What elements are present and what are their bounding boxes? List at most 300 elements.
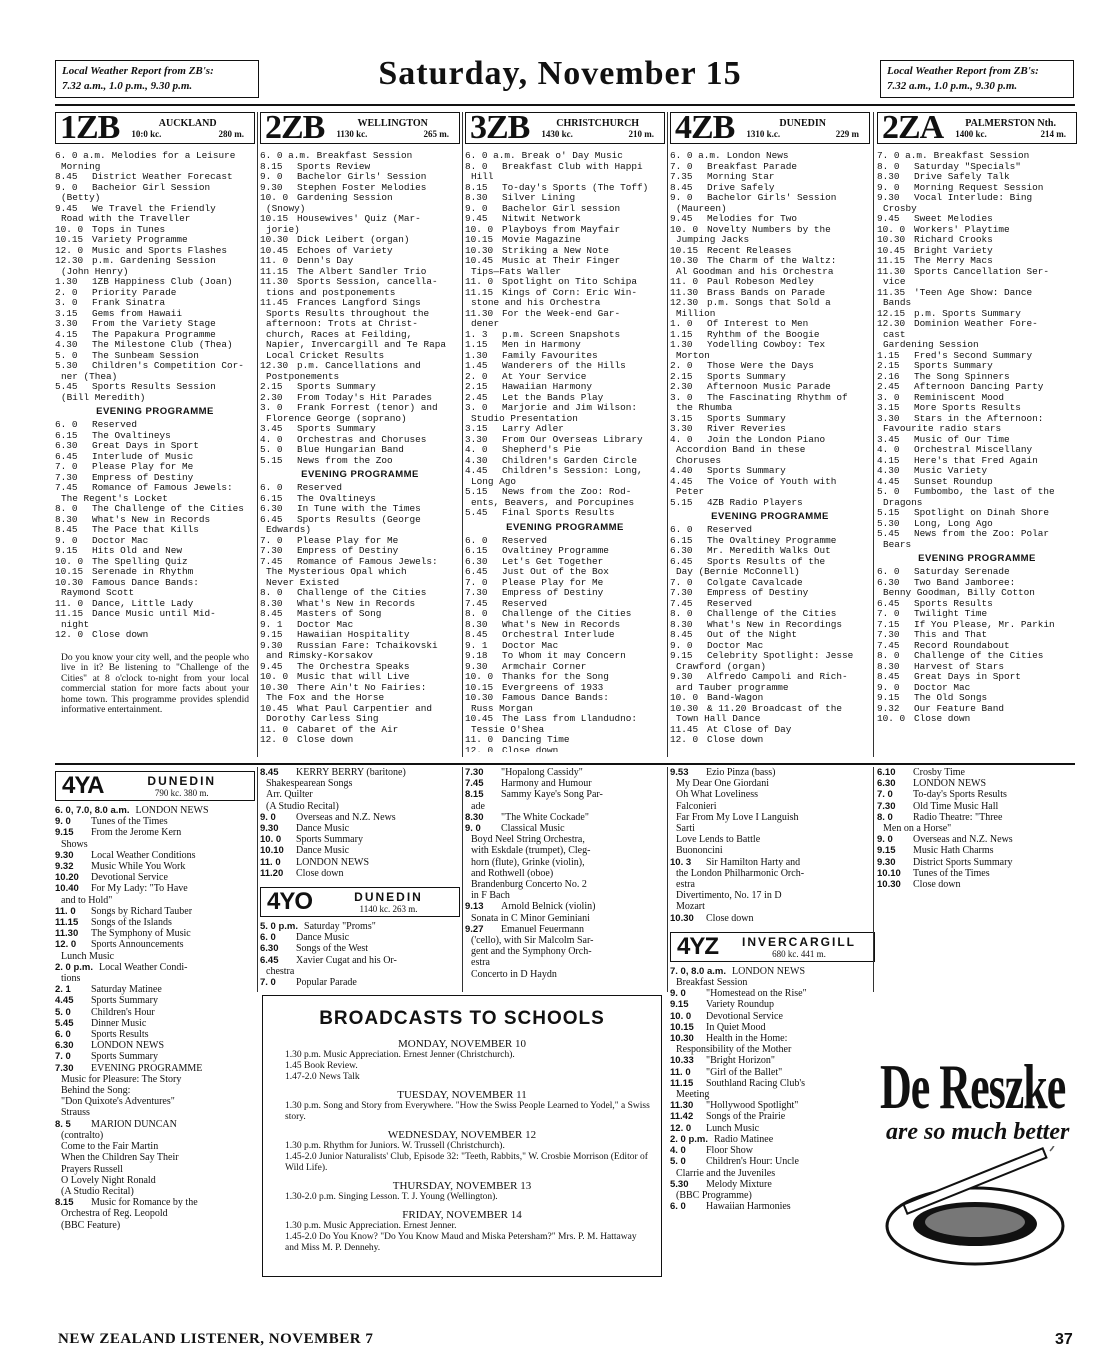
programme-line (877, 309, 1077, 320)
programme-title: "Girl of the Ballet" (706, 1066, 783, 1078)
programme-line (260, 183, 460, 194)
programme-time: 4.15 (55, 329, 78, 340)
programme-time: 9. 0 (465, 823, 481, 835)
programme-time: 6.15 (670, 535, 693, 546)
programme-time: 8.30 (465, 619, 488, 630)
programme-line (670, 424, 870, 435)
programme-title: Dick Leibert (organ) (297, 235, 410, 245)
programme-time: 9.32 (877, 703, 900, 714)
station-4yz-continued-column (877, 767, 1077, 890)
ad-tagline: are so much better (886, 1119, 1070, 1145)
programme-title: (Betty) (61, 193, 101, 203)
programme-title: Xavier Cugat and his Or- (296, 954, 397, 966)
programme-line (260, 277, 460, 288)
programme-time: 4.30 (55, 340, 78, 350)
programme-title: Challenge of the Cities (914, 651, 1044, 661)
programme-time: 5. 0 (670, 1156, 686, 1168)
programme-line (260, 778, 460, 789)
programme-line (877, 704, 1077, 715)
programme-title: Melodies for a Leisure (111, 151, 236, 161)
programme-line (465, 662, 665, 673)
programme-time: 2.45 (877, 382, 900, 392)
station-4yo-late-column (670, 767, 875, 1212)
programme-title: Bachelor Girl session (502, 203, 621, 214)
programme-title: Empress of Destiny (707, 588, 809, 598)
programme-title: night (61, 619, 90, 630)
programme-title: Close down (914, 714, 971, 724)
programme-time: 4.45 (670, 476, 693, 487)
programme-title: estra (471, 957, 490, 969)
programme-line (670, 246, 870, 257)
programme-line (465, 935, 665, 946)
programme-title: The Charm of the Waltz: (707, 256, 837, 266)
programme-time: 6.30 (465, 556, 488, 567)
programme-title: Children's Competition Cor- (92, 361, 244, 371)
programme-title: Ovaltiney Programme (502, 546, 609, 556)
programme-title: ard Tauber programme (676, 682, 789, 693)
programme-title: Tunes of the Times (91, 816, 168, 828)
programme-line (465, 714, 665, 725)
programme-title: Family Favourites (502, 350, 598, 361)
programme-line (670, 1145, 875, 1156)
programme-time: 11. 0 (670, 1066, 691, 1078)
station-call-sign: 4ZB (675, 112, 735, 146)
programme-line (55, 839, 255, 850)
programme-line (55, 1208, 255, 1219)
programme-title: Sports Summary (91, 995, 158, 1007)
programme-title: News from the Zoo: Rod- (502, 487, 632, 497)
programme-line (55, 630, 255, 641)
programme-title: From the Jerome Kern (91, 827, 182, 839)
programme-line (877, 246, 1077, 257)
programme-line (877, 683, 1077, 694)
programme-line (55, 340, 255, 351)
programme-title: MARION DUNCAN (91, 1118, 177, 1130)
programme-title: The Fox and the Horse (266, 693, 385, 703)
programme-line (877, 599, 1077, 610)
programme-line (55, 256, 255, 267)
programme-line (55, 895, 255, 906)
programme-title: Raymond Scott (61, 588, 135, 598)
programme-time: 8. 5 (55, 1118, 71, 1130)
programme-line (55, 928, 255, 939)
programme-line (465, 630, 665, 641)
station-header (260, 112, 460, 144)
programme-time: 7. 0, 8.0 a.m. (670, 965, 726, 977)
programme-title: The Papakura Programme (92, 329, 216, 340)
programme-title: The Orchestra Speaks (297, 661, 410, 672)
programme-line (670, 298, 870, 309)
programme-line (55, 536, 255, 547)
programme-title: Popular Parade (296, 977, 357, 989)
programme-line (670, 557, 870, 568)
programme-line (260, 789, 460, 800)
programme-title: chestra (266, 965, 295, 977)
programme-title: Breakfast Club with Happi (502, 161, 643, 172)
programme-title: Paul Robeson Medley (707, 277, 814, 287)
programme-title: Southland Racing Club's (706, 1077, 806, 1089)
programme-title: From Today's Hit Parades (297, 392, 433, 403)
programme-line (55, 1074, 255, 1085)
programme-line (55, 1119, 255, 1130)
programme-time: 10.30 (55, 577, 84, 588)
schools-item: 1.45-2.0 Do You Know? "Do You Know Maud and Miska Petersham?" Mrs. P. M. Hattaway and Miss M. P. Dennehy. (285, 1232, 637, 1253)
programme-title: Breakfast Session (676, 977, 748, 989)
programme-line (55, 204, 255, 215)
schools-item: 1.30 p.m. Rhythm for Juniors. W. Trussell (Christchurch). (285, 1141, 505, 1151)
programme-line (670, 403, 870, 414)
programme-line (670, 487, 870, 498)
programme-title: Masters of Song (297, 609, 382, 619)
programme-line (877, 567, 1077, 578)
programme-time: 6.15 (465, 546, 488, 556)
programme-title: the Rhumba (676, 403, 733, 413)
programme-title: From the Variety Stage (92, 319, 216, 329)
station-city: PALMERSTON Nth. (965, 117, 1056, 129)
programme-line (877, 204, 1077, 215)
station-city: INVERCARGILL (742, 934, 856, 949)
programme-line (877, 361, 1077, 372)
programme-time: 9. 0 (877, 834, 893, 846)
programme-time: 5. 0 (260, 445, 283, 455)
station-call-sign: 2ZB (265, 112, 325, 146)
programme-title: Music for Romance by the (91, 1197, 198, 1209)
programme-time: 9.45 (55, 203, 78, 214)
programme-time: 11. 0 (260, 724, 289, 735)
programme-time: 9.15 (877, 845, 896, 857)
programme-time: 10.30 (670, 703, 699, 714)
programme-time: 9. 0 (877, 682, 900, 693)
programme-line (670, 1044, 875, 1055)
programme-line (465, 924, 665, 935)
programme-title: LONDON NEWS (91, 1040, 165, 1052)
programme-time: 11. 0 (260, 856, 281, 868)
programme-title: Music While You Work (91, 861, 186, 873)
programme-title: Bands (883, 298, 912, 308)
programme-line (670, 536, 870, 547)
programme-line (260, 567, 460, 578)
programme-line (55, 393, 255, 404)
programme-time: 10. 0 (465, 672, 494, 682)
programme-line (260, 921, 460, 932)
programme-line (55, 494, 255, 505)
programme-title: Stars in the Afternoon: (914, 413, 1044, 424)
programme-time: 8.45 (55, 525, 78, 535)
programme-title: Doctor Mac (92, 535, 149, 546)
programme-time: 3.45 (260, 424, 283, 434)
schools-title: BROADCASTS TO SCHOOLS (319, 1008, 605, 1029)
programme-time: 1. 3 (465, 329, 488, 340)
programme-line (877, 340, 1077, 351)
programme-line (465, 890, 665, 901)
programme-line (55, 382, 255, 393)
programme-time: 5.15 (670, 497, 693, 508)
programme-title: Doctor Mac (297, 619, 354, 630)
programme-title: Ryhthm of the Boogie (707, 329, 820, 340)
programme-title: Boyd Neel String Orchestra, (471, 834, 585, 846)
programme-line (55, 1040, 255, 1051)
programme-time: 9.45 (465, 214, 488, 224)
programme-title: Music Variety (914, 466, 988, 476)
programme-line (55, 298, 255, 309)
programme-line (260, 393, 460, 404)
programme-title: Workers' Playtime (914, 224, 1010, 235)
programme-time: 5. 0 (877, 487, 900, 497)
programme-line (260, 204, 460, 215)
programme-time: 6.45 (670, 556, 693, 567)
programme-time: 11.15 (670, 1077, 694, 1089)
programme-line (877, 445, 1077, 456)
programme-time: 1.15 (877, 350, 900, 361)
station-kilocycles: 1310 k.c. (746, 128, 781, 139)
programme-time: 9.30 (465, 661, 488, 672)
programme-line (55, 883, 255, 894)
programme-time: 2. 1 (55, 984, 71, 996)
programme-title: "Homestead on the Rise" (706, 988, 807, 1000)
programme-time: 9.30 (260, 823, 279, 835)
programme-time: 2.15 (670, 371, 693, 382)
station-city: WELLINGTON (357, 117, 428, 129)
programme-line (670, 1123, 875, 1134)
programme-line (670, 704, 870, 715)
programme-line (670, 1190, 875, 1201)
programme-line (670, 382, 870, 393)
programme-title: Echoes of Variety (297, 245, 393, 256)
programme-title: Doctor Mac (707, 640, 764, 651)
programme-line (670, 193, 870, 204)
programme-time: 6. 0 (55, 420, 78, 430)
programme-time: 6.45 (465, 567, 488, 577)
column-rule (667, 767, 668, 992)
programme-time: 8.30 (260, 598, 283, 609)
programme-time: 6.30 (55, 441, 78, 451)
programme-line (670, 1156, 875, 1167)
programme-time: 10. 0 (260, 834, 282, 846)
programme-line (877, 466, 1077, 477)
programme-time: 1.30 (55, 277, 78, 287)
programme-line (55, 431, 255, 442)
programme-line (670, 546, 870, 557)
programme-time: 11.15 (55, 609, 84, 619)
programme-line (670, 714, 870, 725)
station-2zb-column (260, 112, 460, 752)
programme-title: Oh What Loveliness (676, 789, 759, 801)
programme-line (260, 955, 460, 966)
programme-title: ('cello), with Sir Malcolm Sar- (471, 935, 594, 947)
programme-line (260, 857, 460, 868)
programme-title: Music at Their Finger (502, 256, 621, 266)
programme-title: Our Feature Band (914, 703, 1005, 714)
programme-title: Serenade in Rhythm (92, 567, 194, 577)
programme-title: p.m. Sports Summary (914, 308, 1021, 319)
programme-time: 8.45 (465, 630, 488, 640)
programme-title: Peter (676, 487, 705, 497)
programme-title: Shows (61, 838, 88, 850)
programme-line (670, 672, 870, 683)
programme-line (465, 487, 665, 498)
programme-title: Crawford (organ) (676, 661, 767, 672)
programme-title: The Albert Sandler Trio (297, 266, 427, 277)
station-city: AUCKLAND (158, 117, 217, 129)
programme-title: p.m. Songs that Sold a (707, 298, 831, 308)
programme-line (670, 823, 875, 834)
programme-line (260, 151, 460, 162)
programme-title: 4ZB Radio Players (707, 497, 803, 508)
programme-time: 2. 0 (55, 287, 78, 298)
programme-title: There Ain't No Fairies: (297, 682, 427, 693)
programme-line (877, 834, 1077, 845)
programme-title: Wanderers of the Hills (502, 361, 626, 371)
column-rule (462, 112, 463, 757)
programme-line (670, 1055, 875, 1066)
programme-line (55, 962, 255, 973)
programme-line (670, 977, 875, 988)
programme-title: Benny Goodman, Billy Cotton (883, 588, 1035, 598)
station-wavelength: 210 m. (628, 128, 654, 139)
programme-title: Saturday "Proms" (304, 921, 376, 933)
programme-line (670, 214, 870, 225)
programme-time: 9. 0 (877, 182, 900, 193)
programme-line (670, 414, 870, 425)
programme-time: 9. 0 (55, 535, 78, 546)
programme-time: 5.45 (877, 529, 900, 539)
programme-time: 10. 0 (670, 693, 699, 703)
programme-time: 8.30 (55, 514, 78, 525)
programme-title: Sports Summary (296, 834, 363, 846)
4yz-logo: 4YZ (677, 932, 719, 960)
programme-line (465, 957, 665, 968)
programme-title: Children's Garden Circle (502, 455, 638, 466)
programme-time: 6.30 (877, 778, 896, 790)
footer-publication: NEW ZEALAND LISTENER, NOVEMBER 7 (58, 1331, 374, 1347)
programme-line (670, 735, 870, 746)
programme-time: 7.45 (877, 640, 900, 651)
programme-title: Floor Show (706, 1145, 753, 1157)
programme-title: Sports Summary (914, 361, 993, 371)
programme-time: 3.15 (877, 403, 900, 413)
station-4yz-header (670, 932, 875, 962)
programme-title: Thanks for the Song (502, 672, 609, 682)
programme-title: Richard Crooks (914, 235, 993, 245)
programme-title: Let's Get Together (502, 556, 604, 567)
programme-title: To-day's Sports Results (913, 789, 1007, 801)
programme-time: 10.45 (260, 703, 289, 714)
programme-line (465, 536, 665, 547)
programme-line (465, 609, 665, 620)
programme-title: Hawaiian Harmony (502, 382, 593, 392)
programme-title: tions and postponements (266, 287, 396, 298)
programme-line (465, 508, 665, 519)
programme-time: 11.30 (670, 287, 699, 298)
programme-line (670, 588, 870, 599)
programme-line (877, 662, 1077, 673)
programme-title: Hits Old and New (92, 546, 183, 556)
programme-time: 9.27 (465, 923, 484, 935)
programme-time: 10.15 (260, 214, 289, 224)
programme-time: 9. 0 (260, 811, 276, 823)
programme-line (55, 473, 255, 484)
programme-time: 3. 0 (670, 392, 693, 403)
programme-title: Playboys from Mayfair (502, 224, 621, 235)
programme-time: 10. 0 (260, 672, 289, 682)
programme-title: "Bright Horizon" (706, 1055, 775, 1067)
de-reszke-advertisement (880, 1050, 1085, 1295)
programme-line (670, 330, 870, 341)
programme-title: Orchestral Miscellany (914, 445, 1033, 455)
programme-line (465, 557, 665, 568)
programme-title: Stephen Foster Melodies (297, 182, 427, 193)
programme-title: Devotional Service (706, 1010, 783, 1022)
programme-line (465, 435, 665, 446)
programme-title: Marjorie and Jim Wilson: (502, 403, 638, 413)
programme-title: Edwards) (266, 525, 312, 535)
programme-title: Sunset Roundup (914, 476, 993, 487)
programme-line (465, 361, 665, 372)
programme-time: 6. 0, 7.0, 8.0 a.m. (55, 805, 130, 816)
programme-title: More Sports Results (914, 403, 1021, 413)
column-rule (873, 767, 874, 992)
programme-title: In Quiet Mood (706, 1021, 766, 1033)
programme-title: Recent Releases (707, 245, 792, 256)
programme-line (55, 1018, 255, 1029)
programme-title: Falconieri (676, 800, 717, 812)
programme-time: 6.30 (877, 577, 900, 588)
programme-title: Final Sports Results (502, 508, 615, 518)
schools-item: 1.30 p.m. Song and Story from Everywhere. "How the Swiss People Learned to Yodel," a Swiss story. (285, 1101, 650, 1122)
programme-line (670, 435, 870, 446)
programme-line (55, 1029, 255, 1040)
programme-title: Doctor Mac (914, 682, 971, 693)
programme-line (260, 641, 460, 652)
programme-time: 12.15 (877, 308, 906, 319)
programme-time: 9.30 (670, 672, 693, 682)
programme-title: LONDON NEWS (296, 856, 370, 868)
programme-line (670, 267, 870, 278)
programme-line (55, 515, 255, 526)
programme-time: 3. 0 (260, 403, 283, 413)
programme-title: Come to the Fair Martin (61, 1141, 159, 1153)
programme-time: 7. 0 (877, 789, 893, 801)
programme-title: Drive Safely Talk (914, 172, 1010, 182)
programme-title: Cabaret of the Air (297, 724, 399, 735)
programme-time: 11.30 (877, 266, 906, 277)
programme-time: 6.10 (877, 767, 896, 778)
programme-title: Blue Hungarian Band (297, 445, 404, 455)
programme-line (877, 183, 1077, 194)
programme-time: 3.15 (465, 424, 488, 434)
programme-title: Armchair Corner (502, 661, 587, 672)
programme-title: For My Lady: "To Have (91, 883, 188, 895)
programme-title: Those Were the Days (707, 361, 814, 371)
programme-title: Orchestra of Reg. Leopold (61, 1208, 168, 1220)
programme-line (465, 288, 665, 299)
programme-time: 11. 0 (465, 735, 494, 745)
programme-time: 9.32 (55, 861, 74, 873)
programme-title: Sports Summary (297, 382, 376, 392)
programme-title: Sports Summary (297, 424, 376, 434)
programme-title: Close down (707, 735, 764, 745)
programme-title: KERRY BERRY (baritone) (296, 767, 406, 778)
programme-time: 9. 0 (670, 193, 693, 203)
schools-item: 1.47-2.0 News Talk (285, 1072, 360, 1082)
programme-line (260, 483, 460, 494)
evening-programme-heading: EVENING PROGRAMME (96, 406, 214, 417)
programme-time: 8. 0 (877, 811, 893, 823)
programme-time: 4.45 (55, 995, 74, 1007)
programme-line (670, 630, 870, 641)
programme-line (877, 630, 1077, 641)
programme-time: 11.45 (260, 298, 289, 308)
